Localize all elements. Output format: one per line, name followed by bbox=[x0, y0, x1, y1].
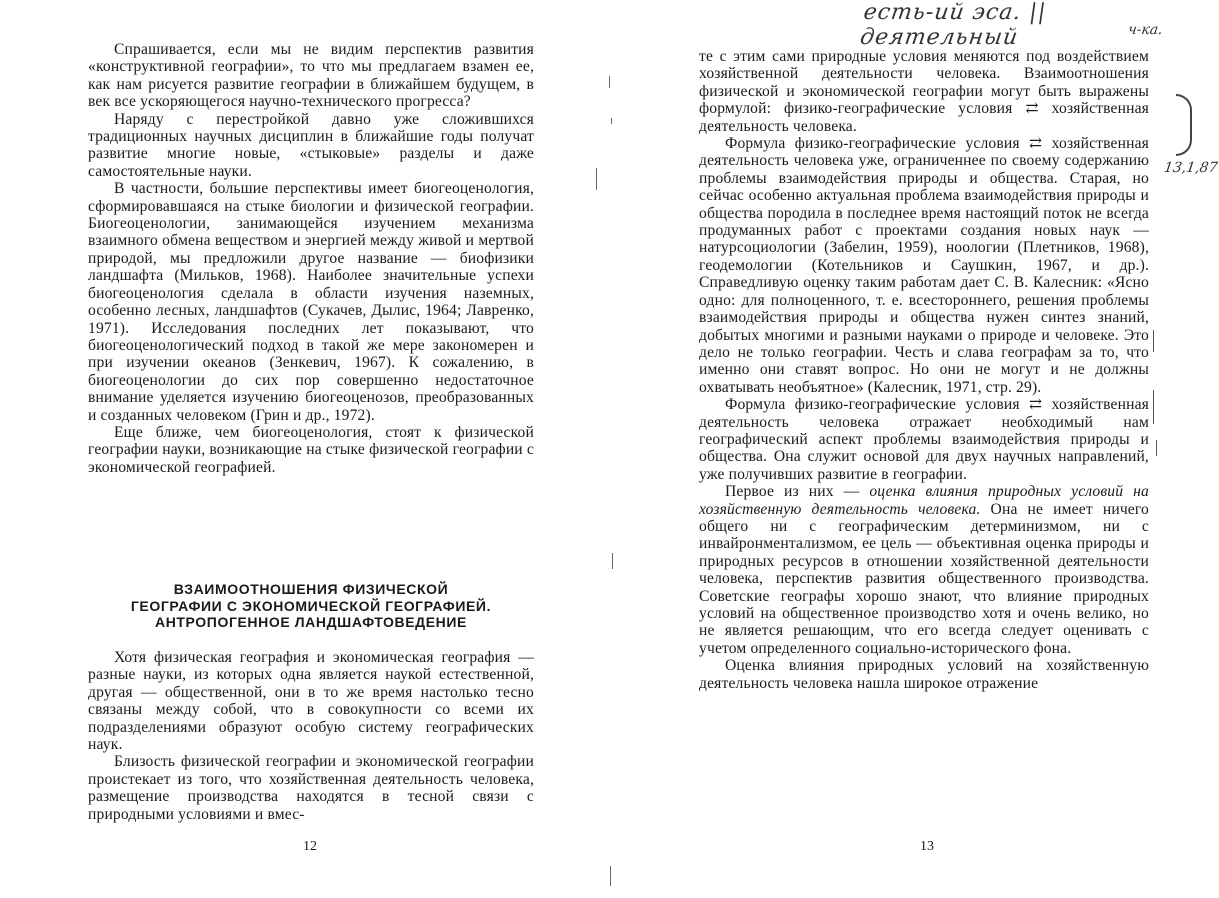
margin-mark bbox=[1156, 440, 1157, 456]
handwritten-margin-date: 13,1,87 bbox=[1162, 160, 1219, 176]
paragraph: Спрашивается, если мы не видим перспектив развития «конструктивной географии», то что мы предлагаем взамен ее, как нам рисуется развитие географии в ближайшем будущем, в век все ускоряющегося научно-технического прогресса? bbox=[88, 41, 534, 111]
handwritten-note-top: есть-ий эса. || деятельный bbox=[858, 0, 1049, 50]
p4-rest: Она не имеет ничего общего ни с географическим детерминизмом, ни с инвайронментализмом, ее цель — объективная оценка природы и природных ресурсов в отношении хозяйственной деятельности человека, перспектив развития общественного производства. Советские географы хорошо знают, что влияние природных условий на общественное производство хотя и очень велико, но не является решающим, что его всегда следует оценивать с учетом определенного социально-исторического фона. bbox=[699, 500, 1149, 657]
page-number: 13 bbox=[920, 839, 934, 854]
paragraph: те с этим сами природные условия меняются под воздействием хозяйственной деятельности человека. Взаимоотношения физической и экономической географии могут быть выражены формулой: физико-географические условия ⇄ хозяйственная деятельность человека. bbox=[699, 48, 1149, 135]
right-page bbox=[600, 0, 1200, 898]
paragraph: Формула физико-географические условия ⇄ хозяйственная деятельность человека отражает необходимый нам географический аспект проблемы взаимодействия природы и общества. Она служит основой для двух научных направлений, уже получивших развитие в географии. bbox=[699, 396, 1149, 483]
margin-bracket-icon bbox=[1176, 94, 1192, 156]
margin-mark bbox=[1153, 390, 1154, 424]
heading-line: ГЕОГРАФИИ С ЭКОНОМИЧЕСКОЙ ГЕОГРАФИЕЙ. bbox=[130, 597, 492, 614]
gutter-mark bbox=[596, 168, 597, 190]
p4-italic: оценка влияния природных условий на хозяйственную деятельность человека. bbox=[699, 483, 1149, 518]
heading-line: АНТРОПОГЕННОЕ ЛАНДШАФТОВЕДЕНИЕ bbox=[154, 614, 467, 630]
handwritten-note-top-2: ч-ка. bbox=[1126, 22, 1164, 38]
left-page bbox=[0, 0, 600, 898]
section-heading bbox=[88, 581, 534, 631]
left-text-top bbox=[88, 41, 534, 476]
paragraph: Хотя физическая география и экономическая география — разные науки, из которых одна является наукой естественной, другая — общественной, они в то же время настолько тесно связаны между собой, что в совокупности со всеми их подразделениями образуют особую систему географических наук. bbox=[88, 649, 534, 754]
paragraph: Формула физико-географические условия ⇄ хозяйственная деятельность человека уже, ограниченнее по своему содержанию проблемы взаимодействия природы и общества. Старая, но сейчас особенно актуальная проблема взаимодействия природы и общества породила в последнее время настоящий поток не всегда продуманных работ с проектами создания новых наук — натурсоциологии (Забелин, 1959), ноологии (Плетников, 1968), геодемологии (Котельников и Саушкин, 1967, и др.). Справедливую оценку таким работам дает С. В. Калесник: «Ясно одно: для полноценного, т. е. всестороннего, решения проблемы взаимодействия природы и общества нужен синтез знаний, добытых многими и разными науками о природе и человеке. Это дело не только географии. Честь и слава географам за то, что именно они ставят вопрос. Но они не могут и не должны охватывать необъятное» (Калесник, 1971, стр. 29). bbox=[699, 135, 1149, 396]
paragraph: В частности, большие перспективы имеет биогеоценология, сформировавшаяся на стыке биологии и физической географии. Биогеоценологии, занимающейся изучением механизма взаимного обмена веществом и энергией между живой и мертвой природой, мы предложили другое название — биофизики ландшафта (Мильков, 1968). Наиболее значительные успехи биогеоценология сделала в области изучения наземных, особенно лесных, ландшафтов (Сукачев, Дылис, 1964; Лавренко, 1971). Исследования последних лет показывают, что биогеоценологический подход в такой же мере закономерен и при изучении океанов (Зенкевич, 1967). К сожалению, в биогеоценологии до сих пор совершенно недостаточное внимание уделяется изучению биогеоценозов, преобразованных и созданных человеком (Грин и др., 1972). bbox=[88, 180, 534, 424]
heading-line: ВЗАИМООТНОШЕНИЯ ФИЗИЧЕСКОЙ bbox=[173, 581, 449, 597]
left-text-bottom bbox=[88, 649, 534, 823]
paragraph bbox=[699, 483, 1149, 657]
p4-lead: Первое из них — bbox=[725, 483, 870, 501]
paragraph: Близость физической географии и экономической географии проистекает из того, что хозяйственная деятельность человека, размещение производства находятся в тесной связи с природными условиями и вмес- bbox=[88, 753, 534, 823]
paragraph: Оценка влияния природных условий на хозяйственную деятельность человека нашла широкое отражение bbox=[699, 657, 1149, 692]
margin-mark bbox=[1153, 330, 1154, 352]
paragraph: Еще ближе, чем биогеоценология, стоят к физической географии науки, возникающие на стыке физической географии с экономической географией. bbox=[88, 423, 534, 476]
paragraph: Наряду с перестройкой давно уже сложившихся традиционных научных дисциплин в ближайшие годы получат развитие многие новые, «стыковые» разделы и даже самостоятельные науки. bbox=[88, 110, 534, 180]
right-text bbox=[699, 48, 1149, 692]
page-number: 12 bbox=[303, 839, 317, 854]
